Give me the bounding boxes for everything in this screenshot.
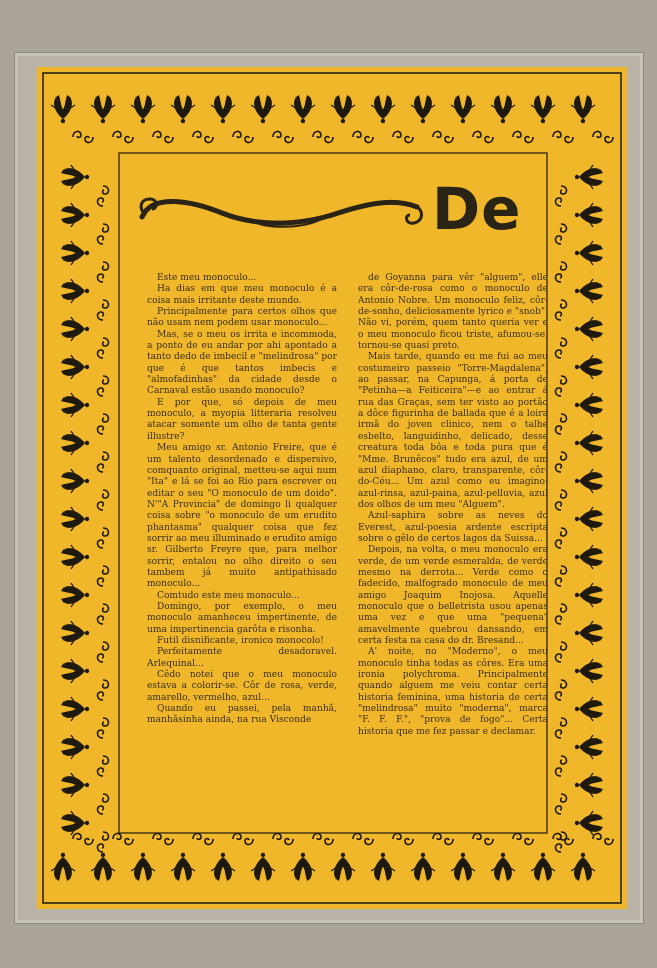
palmette-ornament <box>291 95 315 123</box>
palmette-ornament <box>531 95 555 123</box>
text-column-right <box>358 273 548 738</box>
paragraph: Comtudo este meu monoculo... <box>157 590 300 601</box>
palmette-ornament <box>61 317 89 341</box>
paragraph: A' noite, no "Moderno", o meu monoculo tinha todas as côres. Era uma ironia polychroma. Principalmente quando alguem me veiu contar certa historia feminina, uma historia de certa "melindrosa" muito "moderna", marca "F. F. F.", "prova de fogo"... Certa historia que me fez passar e declamar. <box>358 647 548 737</box>
palmette-ornament <box>575 393 603 417</box>
palmette-ornament <box>575 735 603 759</box>
scroll-ornament <box>555 414 566 434</box>
paragraph: Futil disnificante, ironico monocolo! <box>157 636 324 646</box>
palmette-ornament <box>61 431 89 455</box>
scroll-ornament <box>97 452 108 472</box>
scroll-ornament <box>555 604 566 624</box>
palmette-ornament <box>211 95 235 123</box>
scroll-ornament <box>555 794 566 814</box>
palmette-ornament <box>451 95 475 123</box>
scroll-ornament <box>273 833 293 844</box>
palmette-ornament <box>575 583 603 607</box>
palmette-ornament <box>61 507 89 531</box>
palmette-ornament <box>61 241 89 265</box>
palmette-ornament <box>61 659 89 683</box>
palmette-ornament <box>171 95 195 123</box>
palmette-ornament <box>575 811 603 835</box>
palmette-ornament <box>411 95 435 123</box>
scroll-ornament <box>555 680 566 700</box>
palmette-ornament <box>131 853 155 881</box>
palmette-ornament <box>51 853 75 881</box>
palmette-ornament <box>61 621 89 645</box>
palmette-ornament <box>531 853 555 881</box>
scroll-ornament <box>233 131 253 142</box>
scroll-ornament <box>97 414 108 434</box>
scroll-ornament <box>433 131 453 142</box>
scroll-ornament <box>97 832 108 852</box>
scroll-ornament <box>73 131 93 142</box>
scroll-ornament <box>555 718 566 738</box>
scroll-ornament <box>555 300 566 320</box>
paragraph: Este meu monoculo... <box>157 273 257 283</box>
scroll-ornament <box>353 131 373 142</box>
scroll-ornament <box>555 490 566 510</box>
scroll-ornament <box>97 224 108 244</box>
scroll-ornament <box>97 604 108 624</box>
scroll-ornament <box>97 262 108 282</box>
palmette-ornament <box>575 355 603 379</box>
scroll-ornament <box>393 131 413 142</box>
scroll-ornament <box>433 833 453 844</box>
scroll-ornament <box>313 131 333 142</box>
scroll-ornament <box>97 718 108 738</box>
palmette-ornament <box>331 853 355 881</box>
palmette-ornament <box>61 773 89 797</box>
palmette-ornament <box>91 853 115 881</box>
flourish-ornament <box>132 185 432 235</box>
palmette-ornament <box>251 95 275 123</box>
scroll-ornament <box>555 528 566 548</box>
paragraph: Quando eu passei, pela manhã, manhãsinha ainda, na rua Visconde <box>147 704 337 726</box>
scroll-ornament <box>113 131 133 142</box>
palmette-ornament <box>371 95 395 123</box>
palmette-ornament <box>61 203 89 227</box>
palmette-ornament <box>575 317 603 341</box>
palmette-ornament <box>571 853 595 881</box>
palmette-ornament <box>575 431 603 455</box>
scroll-ornament <box>555 262 566 282</box>
scroll-ornament <box>193 131 213 142</box>
text-column-left <box>147 273 337 727</box>
paragraph: E por que, só depois de meu monoculo, a myopia litteraria resolveu atacar somente um olho de tanta gente illustre? <box>147 397 337 442</box>
scroll-ornament <box>555 642 566 662</box>
palmette-ornament <box>575 279 603 303</box>
paragraph: Azul-saphira sobre as neves do Everest, azul-poesia ardente escripta sobre o gêlo de certos lagos da Suissa... <box>358 511 548 544</box>
palmette-ornament <box>575 621 603 645</box>
scroll-ornament <box>97 794 108 814</box>
paragraph: Domingo, por exemplo, o meu monoculo amanheceu impertinente, de uma impertinencia garôta e risonha. <box>147 601 337 635</box>
scroll-ornament <box>97 338 108 358</box>
palmette-ornament <box>575 659 603 683</box>
scroll-ornament <box>593 131 613 142</box>
scroll-ornament <box>97 186 108 206</box>
scroll-ornament <box>513 833 533 844</box>
scroll-ornament <box>73 833 93 844</box>
palmette-ornament <box>51 95 75 123</box>
scroll-ornament <box>513 131 533 142</box>
scroll-ornament <box>97 376 108 396</box>
scroll-ornament <box>97 642 108 662</box>
scroll-ornament <box>593 833 613 844</box>
scroll-ornament <box>553 131 573 142</box>
palmette-ornament <box>575 507 603 531</box>
palmette-ornament <box>171 853 195 881</box>
palmette-ornament <box>575 773 603 797</box>
palmette-ornament <box>61 545 89 569</box>
palmette-ornament <box>371 853 395 881</box>
scroll-ornament <box>555 452 566 472</box>
scroll-ornament <box>555 756 566 776</box>
paragraph: Ha dias em que meu monoculo é a coisa mais irritante deste mundo. <box>147 284 337 306</box>
scroll-ornament <box>233 833 253 844</box>
palmette-ornament <box>491 95 515 123</box>
scroll-ornament <box>393 833 413 844</box>
scroll-ornament <box>555 566 566 586</box>
palmette-ornament <box>61 165 89 189</box>
palmette-ornament <box>61 393 89 417</box>
palmette-ornament <box>411 853 435 881</box>
scroll-ornament <box>553 833 573 844</box>
yellow-panel <box>37 67 627 909</box>
palmette-ornament <box>131 95 155 123</box>
scroll-ornament <box>353 833 373 844</box>
paragraph: Depois, na volta, o meu monoculo era verde, de um verde esmeralda, de verde mesmo na derrota... Verde como o fadecido, malfogrado monoculo de meu amigo Joaquim Inojosa. Aquelle monoculo que o belletrista usou apenas uma vez e que uma "pequena" amavelmente quebrou dansando, em certa festa na casa do dr. Bresand... <box>358 545 548 646</box>
palmette-ornament <box>61 583 89 607</box>
palmette-ornament <box>575 203 603 227</box>
scroll-ornament <box>193 833 213 844</box>
scroll-ornament <box>97 300 108 320</box>
article-title: De <box>432 175 522 243</box>
palmette-ornament <box>575 469 603 493</box>
palmette-ornament <box>61 811 89 835</box>
scroll-ornament <box>313 833 333 844</box>
palmette-ornament <box>575 165 603 189</box>
paragraph: Perfeitamente desadoravel. Arlequinal... <box>147 647 337 669</box>
palmette-ornament <box>61 735 89 759</box>
paragraph: de Goyanna para vêr "alguem", elle era côr-de-rosa como o monoculo de Antonio Nobre. Um monoculo feliz, côr-de-sonho, deliciosamente lyrico e "snob". Não vi, porém, quem tanto queria ver e o meu monoculo ficou triste, afumou-se, tornou-se quasi preto. <box>358 273 548 352</box>
palmette-ornament <box>251 853 275 881</box>
scroll-ornament <box>555 376 566 396</box>
palmette-ornament <box>91 95 115 123</box>
scroll-ornament <box>97 528 108 548</box>
magazine-page <box>14 52 644 924</box>
palmette-ornament <box>61 279 89 303</box>
palmette-ornament <box>61 697 89 721</box>
paragraph: Meu amigo sr. Antonio Freire, que é um talento desordenado e dispersivo, comquanto original, metteu-se aqui num "Ita" e lá se foi ao Rio para escrever ou editar o seu "O monoculo de um doido". N'"A Provincia" de domingo li qualquer coisa sobre "o monoculo de um erudito phantasma" qualquer coisa que fez sorrir ao meu illuminado e erudito amigo sr. Gilberto Freyre que, para melhor sorrir, entalou no olho direito o seu tambem já muito antipathisado monoculo... <box>147 443 337 590</box>
palmette-ornament <box>61 469 89 493</box>
scroll-ornament <box>473 131 493 142</box>
scroll-ornament <box>97 566 108 586</box>
scroll-ornament <box>153 131 173 142</box>
palmette-ornament <box>575 697 603 721</box>
scroll-ornament <box>97 490 108 510</box>
scroll-ornament <box>273 131 293 142</box>
paragraph: Principalmente para certos olhos que não usam nem podem usar monoculo... <box>147 307 337 329</box>
scroll-ornament <box>113 833 133 844</box>
palmette-ornament <box>571 95 595 123</box>
scroll-ornament <box>473 833 493 844</box>
paragraph: Cêdo notei que o meu monoculo estava a colorir-se. Côr de rosa, verde, amarello, vermelho, azul... <box>147 670 337 703</box>
scroll-ornament <box>153 833 173 844</box>
palmette-ornament <box>575 241 603 265</box>
palmette-ornament <box>211 853 235 881</box>
palmette-ornament <box>491 853 515 881</box>
palmette-ornament <box>575 545 603 569</box>
palmette-ornament <box>451 853 475 881</box>
paragraph: Mais tarde, quando eu me fui ao meu costumeiro passeio "Torre-Magdalena", ao passar, na Capunga, á porta de "Petinha—a Feiticeira"—e ao entrar á rua das Graças, sem ter visto ao portão a dôce figurinha de ballada que é a loira irmã do joven clinico, nem o talhe esbelto, languidinho, delicado, desse creatura toda bôa e toda pura que é "Mme. Brunêcos" tudo era azul, de um azul diaphano, claro, transparente, côr-do-Céu... Um azul como eu imagino: azul-rinsa, azul-paina, azul-pelluvia, azul dos olhos de um meu "Alguem". <box>358 352 548 510</box>
palmette-ornament <box>291 853 315 881</box>
palmette-ornament <box>331 95 355 123</box>
scroll-ornament <box>555 338 566 358</box>
scroll-ornament <box>97 680 108 700</box>
palmette-ornament <box>61 355 89 379</box>
title-banner <box>132 175 572 243</box>
paragraph: Mas, se o meu os irrita e incommoda, a ponto de eu andar por ahi apontado a tanto dedo de imbecil e "melindrosa" por que é que tantos imbecis e "almofadinhas" da cidade desde o Carnaval estão usando monoculo? <box>147 329 337 397</box>
scroll-ornament <box>97 756 108 776</box>
